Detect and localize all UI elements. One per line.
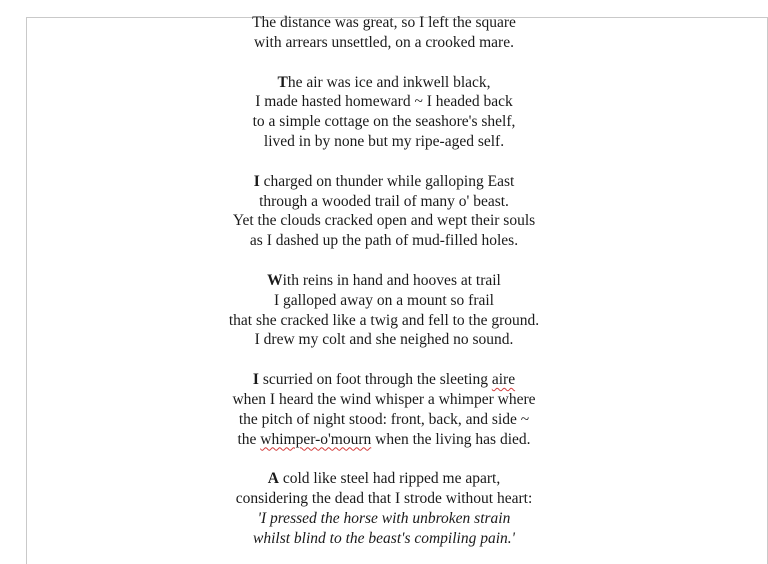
stanza-5 bbox=[0, 370, 768, 449]
poem-line: I galloped away on a mount so frail bbox=[274, 291, 494, 309]
poem-line-quote: 'I pressed the horse with unbroken strain bbox=[257, 509, 511, 527]
poem-line: considering the dead that I strode without heart: bbox=[235, 490, 533, 508]
poem-line: with arrears unsettled, on a crooked mare. bbox=[254, 33, 514, 51]
poem-line: With reins in hand and hooves at trail bbox=[267, 271, 501, 289]
stanza-6 bbox=[0, 469, 768, 548]
poem-line: that she cracked like a twig and fell to the ground. bbox=[228, 311, 540, 329]
poem-line: I charged on thunder while galloping East bbox=[253, 172, 515, 190]
stanza-initial: A bbox=[267, 470, 279, 488]
poem-line: I scurried on foot through the sleeting aire bbox=[252, 371, 516, 389]
poem-line: lived in by none but my ripe-aged self. bbox=[263, 132, 505, 150]
poem-line: as I dashed up the path of mud-filled holes. bbox=[249, 232, 519, 250]
stanza-2 bbox=[0, 73, 768, 152]
stanza-4 bbox=[0, 271, 768, 350]
poem-line: The distance was great, so I left the square bbox=[252, 14, 516, 31]
poem-body bbox=[0, 13, 768, 564]
stanza-initial: T bbox=[277, 73, 288, 91]
spellcheck-flagged-word[interactable]: aire bbox=[491, 371, 516, 389]
poem-line: I drew my colt and she neighed no sound. bbox=[254, 331, 514, 349]
poem-line: when I heard the wind whisper a whimper where bbox=[232, 390, 536, 408]
stanza-1 bbox=[0, 13, 768, 53]
poem-line: the pitch of night stood: front, back, and side ~ bbox=[238, 410, 530, 428]
poem-line: Yet the clouds cracked open and wept their souls bbox=[232, 212, 536, 230]
spellcheck-flagged-word[interactable]: whimper-o'mourn bbox=[260, 430, 372, 448]
poem-line: through a wooded trail of many o' beast. bbox=[259, 192, 509, 210]
poem-line: to a simple cottage on the seashore's shelf, bbox=[252, 113, 516, 131]
stanza-initial: W bbox=[267, 271, 283, 289]
poem-line-quote: whilst blind to the beast's compiling pain.' bbox=[253, 529, 515, 547]
poem-line: The air was ice and inkwell black, bbox=[277, 73, 491, 91]
stanza-initial: I bbox=[252, 371, 259, 389]
stanza-initial: I bbox=[253, 172, 260, 190]
poem-line: I made hasted homeward ~ I headed back bbox=[255, 93, 513, 111]
stanza-3 bbox=[0, 172, 768, 251]
poem-line: the whimper-o'mourn when the living has died. bbox=[237, 430, 531, 448]
poem-line: A cold like steel had ripped me apart, bbox=[267, 470, 501, 488]
